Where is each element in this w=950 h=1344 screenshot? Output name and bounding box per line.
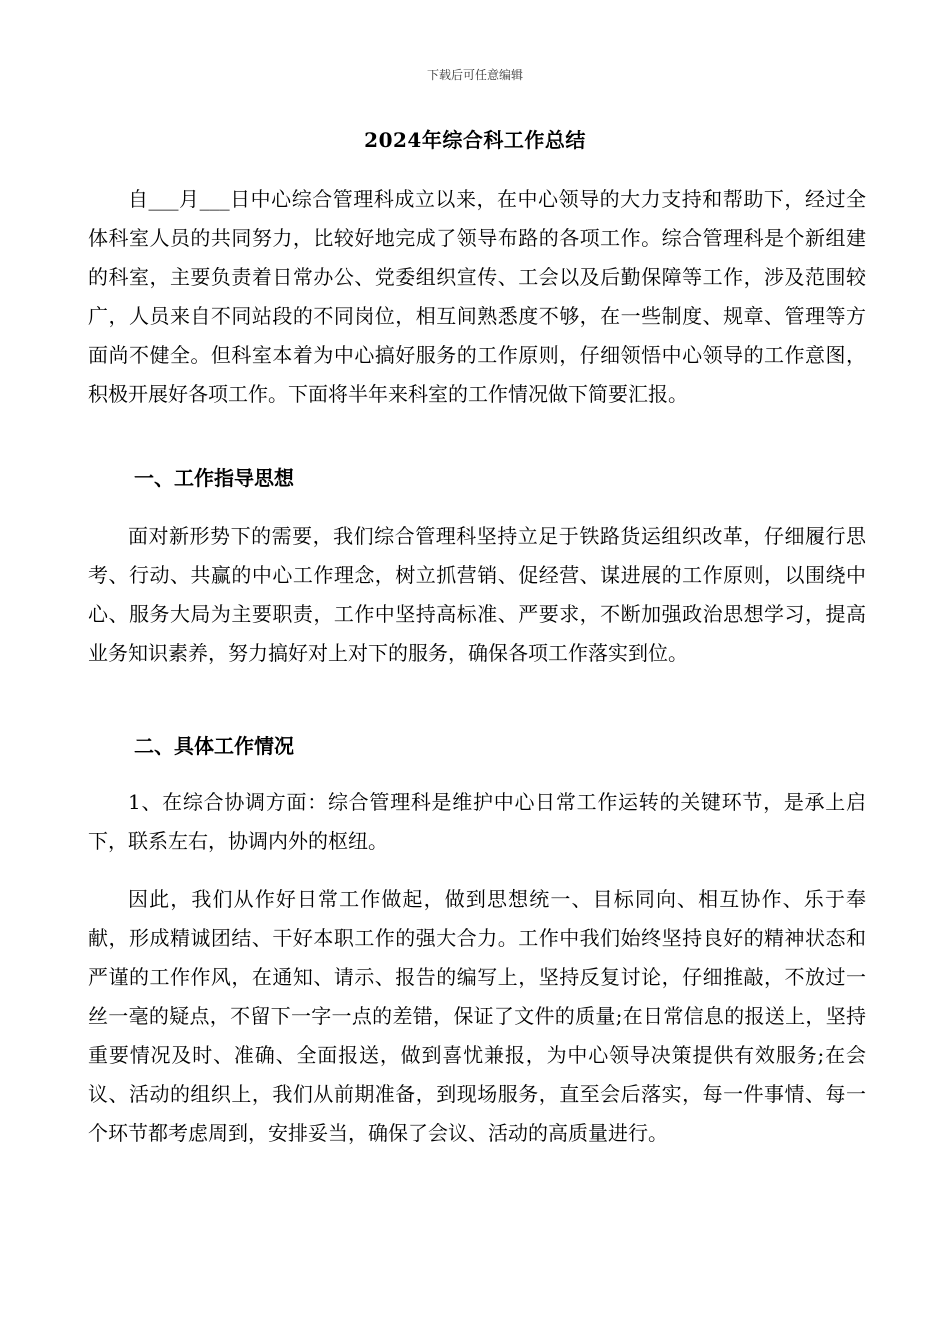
- section-2-detail-block: [88, 880, 866, 1153]
- intro-paragraph: 自___月___日中心综合管理科成立以来，在中心领导的大力支持和帮助下，经过全体科室人员的共同努力，比较好地完成了领导布路的各项工作。综合管理科是个新组建的科室，主要负责着日常办公、党委组织宣传、工会以及后勤保障等工作，涉及范围较广，人员来自不同站段的不同岗位，相互间熟悉度不够，在一些制度、规章、管理等方面尚不健全。但科室本着为中心搞好服务的工作原则，仔细领悟中心领导的工作意图，积极开展好各项工作。下面将半年来科室的工作情况做下简要汇报。: [88, 187, 866, 406]
- section-2-detail-paragraph: 因此，我们从作好日常工作做起，做到思想统一、目标同向、相互协作、乐于奉献，形成精诚团结、干好本职工作的强大合力。工作中我们始终坚持良好的精神状态和严谨的工作作风，在通知、请示、报告的编写上，坚持反复讨论，仔细推敲，不放过一丝一毫的疑点，不留下一字一点的差错，保证了文件的质量;在日常信息的报送上，坚持重要情况及时、准确、全面报送，做到喜忧兼报，为中心领导决策提供有效服务;在会议、活动的组织上，我们从前期准备，到现场服务，直至会后落实，每一件事情、每一个环节都考虑周到，安排妥当，确保了会议、活动的高质量进行。: [88, 887, 866, 1145]
- intro-block: [88, 180, 866, 414]
- document-title: 2024年综合科工作总结: [364, 128, 586, 152]
- section-1-heading: 一、工作指导思想: [134, 466, 294, 490]
- section-2-heading: 二、具体工作情况: [134, 734, 294, 758]
- section-1-block: [88, 517, 866, 673]
- section-2-item-1-paragraph: 1、在综合协调方面：综合管理科是维护中心日常工作运转的关键环节，是承上启下，联系左右，协调内外的枢纽。: [88, 790, 866, 853]
- header-note: 下载后可任意编辑: [426, 68, 523, 82]
- section-1-paragraph: 面对新形势下的需要，我们综合管理科坚持立足于铁路货运组织改革，仔细履行思考、行动、共赢的中心工作理念，树立抓营销、促经营、谋进展的工作原则，以围绕中心、服务大局为主要职责，工作中坚持高标准、严要求，不断加强政治思想学习，提高业务知识素养，努力搞好对上对下的服务，确保各项工作落实到位。: [88, 524, 866, 665]
- section-2-item-1-block: [88, 783, 866, 861]
